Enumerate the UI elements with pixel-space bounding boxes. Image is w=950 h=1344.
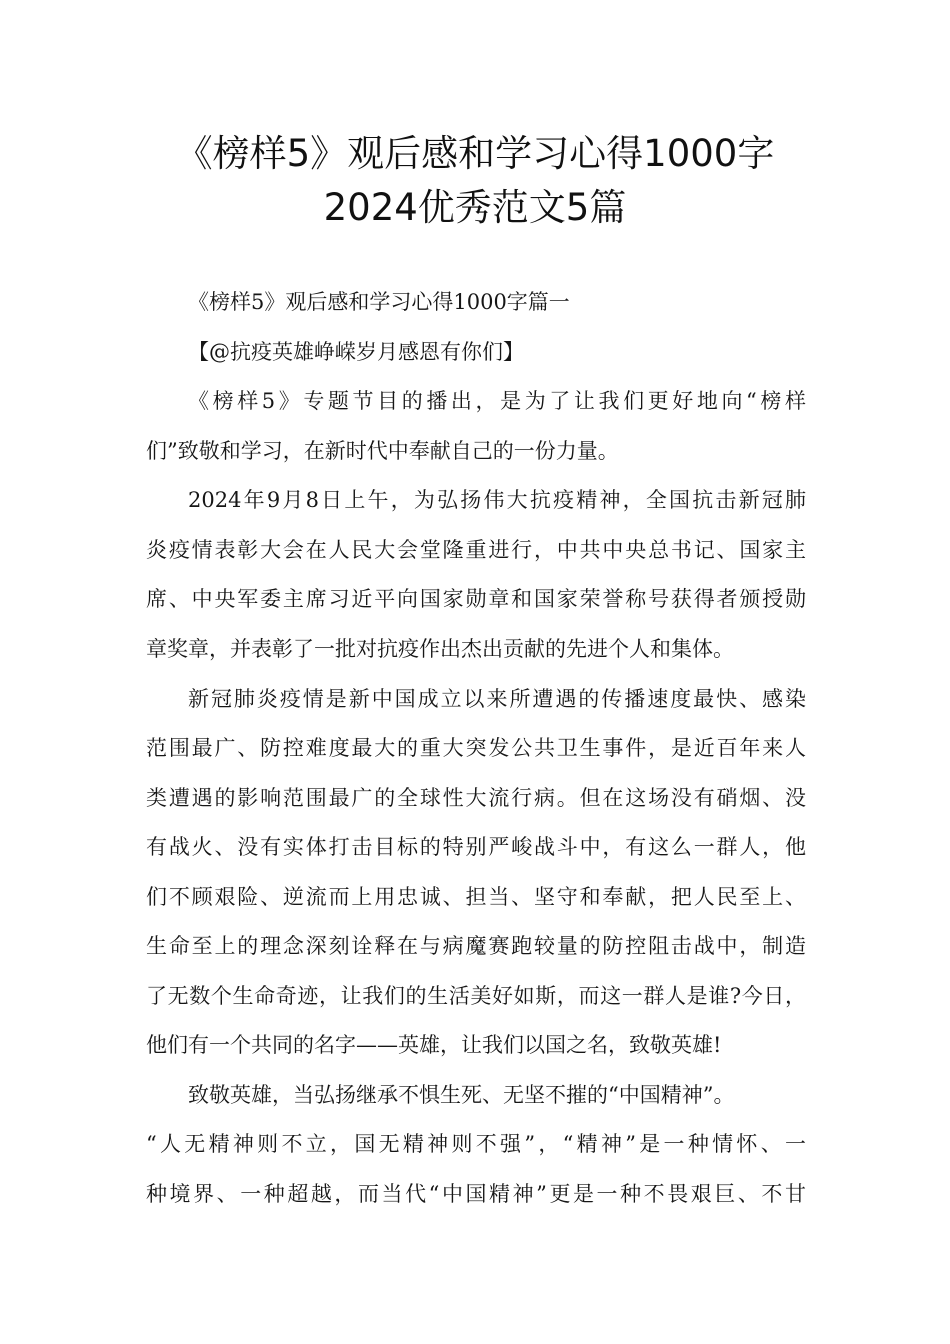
paragraph-line: 致敬英雄，当弘扬继承不惧生死、无坚不摧的“中国精神”。: [188, 1083, 735, 1107]
paragraph-line: 们”致敬和学习，在新时代中奉献自己的一份力量。: [146, 439, 619, 463]
paragraph-line: 们不顾艰险、逆流而上用忠诚、担当、坚守和奉献，把人民至上、: [146, 885, 806, 909]
section-tagline: 【@抗疫英雄峥嵘岁月感恩有你们】: [188, 340, 524, 364]
paragraph-line: 了无数个生命奇迹，让我们的生活美好如斯，而这一群人是谁?今日，: [146, 984, 806, 1008]
paragraph-line: 种境界、一种超越，而当代“中国精神”更是一种不畏艰巨、不甘: [146, 1182, 806, 1206]
paragraph-line: 章奖章，并表彰了一批对抗疫作出杰出贡献的先进个人和集体。: [146, 637, 734, 661]
paragraph-line: 2024年9月8日上午，为弘扬伟大抗疫精神，全国抗击新冠肺: [188, 488, 806, 512]
paragraph-line: 席、中央军委主席习近平向国家勋章和国家荣誉称号获得者颁授勋: [146, 587, 806, 611]
paragraph-line: 生命至上的理念深刻诠释在与病魔赛跑较量的防控阻击战中，制造: [146, 934, 806, 958]
paragraph-line: 炎疫情表彰大会在人民大会堂隆重进行，中共中央总书记、国家主: [146, 538, 806, 562]
paragraph-line: 范围最广、防控难度最大的重大突发公共卫生事件，是近百年来人: [146, 736, 806, 760]
paragraph-line: 《榜样5》专题节目的播出，是为了让我们更好地向“榜样: [188, 389, 806, 413]
paragraph-line: 类遭遇的影响范围最广的全球性大流行病。但在这场没有硝烟、没: [146, 786, 806, 810]
section-heading: 《榜样5》观后感和学习心得1000字篇一: [188, 290, 570, 314]
document-title-line-2: 2024优秀范文5篇: [323, 186, 627, 229]
paragraph-line: 新冠肺炎疫情是新中国成立以来所遭遇的传播速度最快、感染: [188, 687, 806, 711]
paragraph-line: “人无精神则不立，国无精神则不强”，“精神”是一种情怀、一: [146, 1132, 806, 1156]
document-title-line-1: 《榜样5》观后感和学习心得1000字: [175, 132, 775, 175]
paragraph-line: 有战火、没有实体打击目标的特别严峻战斗中，有这么一群人，他: [146, 835, 806, 859]
paragraph-line: 他们有一个共同的名字——英雄，让我们以国之名，致敬英雄!: [146, 1033, 722, 1057]
